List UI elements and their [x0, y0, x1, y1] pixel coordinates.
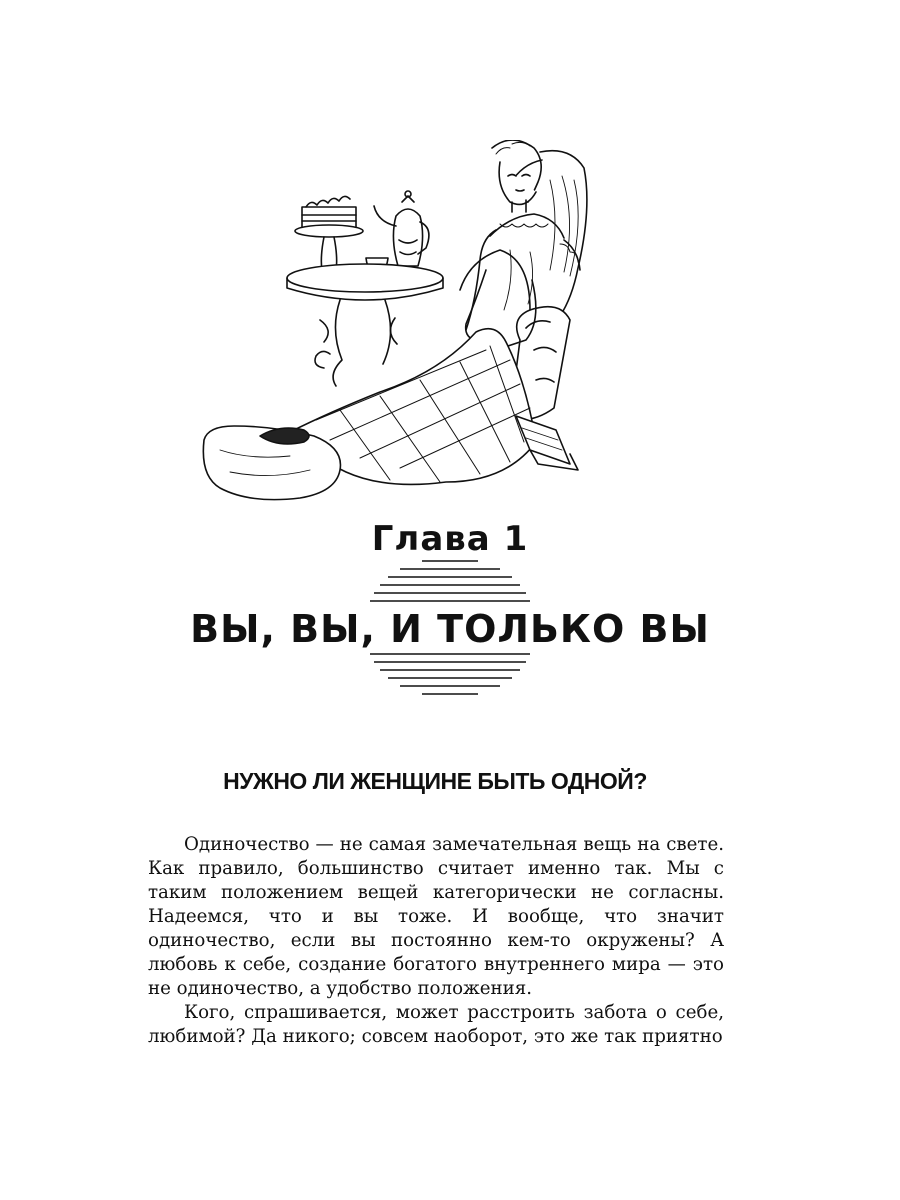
decorative-lines-bottom	[340, 650, 560, 710]
teapot-icon	[374, 191, 429, 266]
paragraph: Одиночество — не самая замечательная вещь на свете. Как правило, большинство считает именно так. Мы с таким положением вещей категорически не согласны. Надеемся, что и вы тоже. И вообще, что значит одиночество, если вы постоянно кем-то окружены? А любовь к себе, создание богатого внутреннего мира — это не одиночество, а удобство положения.	[148, 834, 724, 999]
illustration	[190, 140, 590, 510]
chapter-title: ВЫ, ВЫ, И ТОЛЬКО ВЫ	[190, 607, 710, 651]
paragraph: Кого, спрашивается, может расстроить забота о себе, любимой? Да никого; совсем наоборот, это же так приятно	[148, 1002, 724, 1047]
decorative-lines-top	[340, 555, 560, 615]
chapter-label: Глава 1	[371, 519, 529, 559]
body-text	[148, 833, 724, 1049]
tea-table-icon	[287, 264, 443, 386]
section-heading: НУЖНО ЛИ ЖЕНЩИНЕ БЫТЬ ОДНОЙ?	[223, 768, 647, 794]
